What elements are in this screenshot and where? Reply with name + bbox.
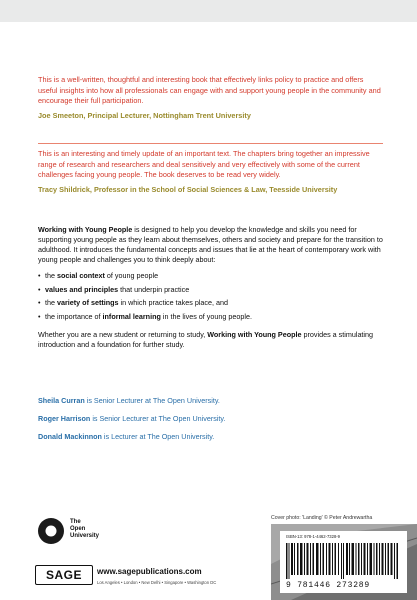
- cover-photo: [271, 524, 417, 600]
- list-item: • values and principles that underpin practice: [38, 284, 190, 294]
- quote-divider: [38, 143, 383, 144]
- cover-photo-credit: Cover photo: 'Landing' © Peter Andrewartha: [271, 515, 373, 521]
- top-band: [0, 0, 417, 22]
- review-quote-1: [38, 75, 383, 121]
- intro-paragraph: [38, 225, 383, 265]
- list-item: • the variety of settings in which practice takes place, and: [38, 298, 228, 308]
- sage-logo: SAGE: [35, 565, 93, 585]
- topics-list: [38, 271, 383, 323]
- author-bio: Sheila Curran is Senior Lecturer at The Open University.: [38, 396, 220, 405]
- author-name: Donald Mackinnon: [38, 431, 102, 441]
- book-title-inline: Working with Young People: [38, 225, 133, 234]
- bullet-icon: •: [38, 312, 41, 322]
- bullet-icon: •: [38, 298, 41, 308]
- blurb-body: [38, 225, 383, 356]
- bullet-icon: •: [38, 270, 41, 280]
- publisher-url: www.sagepublications.com: [97, 567, 202, 576]
- author-name: Sheila Curran: [38, 396, 85, 405]
- review-quote-author: Joe Smeeton, Principal Lecturer, Nottingham Trent University: [38, 110, 251, 120]
- bullet-icon: •: [38, 284, 41, 294]
- author-name: Roger Harrison: [38, 413, 91, 423]
- open-university-wordmark: The Open University: [70, 519, 100, 539]
- review-quote-author: Tracy Shildrick, Professor in the School of Social Sciences & Law, Teesside University: [38, 184, 338, 194]
- isbn-text: ISBN-13: 978-1-4462-7328-9: [286, 534, 341, 539]
- barcode-digits: 9 781446 273289: [286, 581, 371, 590]
- barcode-icon: [286, 543, 401, 579]
- open-university-logo-icon: [38, 518, 64, 544]
- list-item: • the importance of informal learning in the lives of young people.: [38, 312, 252, 322]
- list-item: • the social context of young people: [38, 270, 159, 280]
- review-quote-2: [38, 149, 383, 195]
- barcode-panel: [280, 531, 407, 593]
- closing-paragraph: Whether you are a new student or returning to study, Working with Young People provides a stimulating introduction and a foundation for further study.: [38, 330, 374, 350]
- author-bio: Donald Mackinnon is Lecturer at The Open University.: [38, 431, 215, 441]
- author-bio: Roger Harrison is Senior Lecturer at The Open University.: [38, 413, 226, 423]
- publisher-cities: Los Angeles • London • New Delhi • Singapore • Washington DC: [97, 580, 217, 585]
- review-quote-text: This is an interesting and timely update of an important text. The chapters bring together an impressive range of research and researchers and deal sensitively and very effectively with some of the current challenges facing young people. The book deserves to be read very widely.: [38, 149, 370, 180]
- author-bios: [38, 396, 383, 450]
- intro-text: is designed to help you develop the knowledge and skills you need for supporting young people as they learn about themselves, others and society and prepare for the transition to adulthood. It introduces the fundamental concepts and issues that lie at the heart of contemporary work with young people and challenges you to think deeply about:: [38, 225, 383, 264]
- review-quote-text: This is a well-written, thoughtful and interesting book that effectively links policy to practice and offers useful insights into how all professionals can engage with and support young people in the community and encourage their full participation.: [38, 75, 381, 106]
